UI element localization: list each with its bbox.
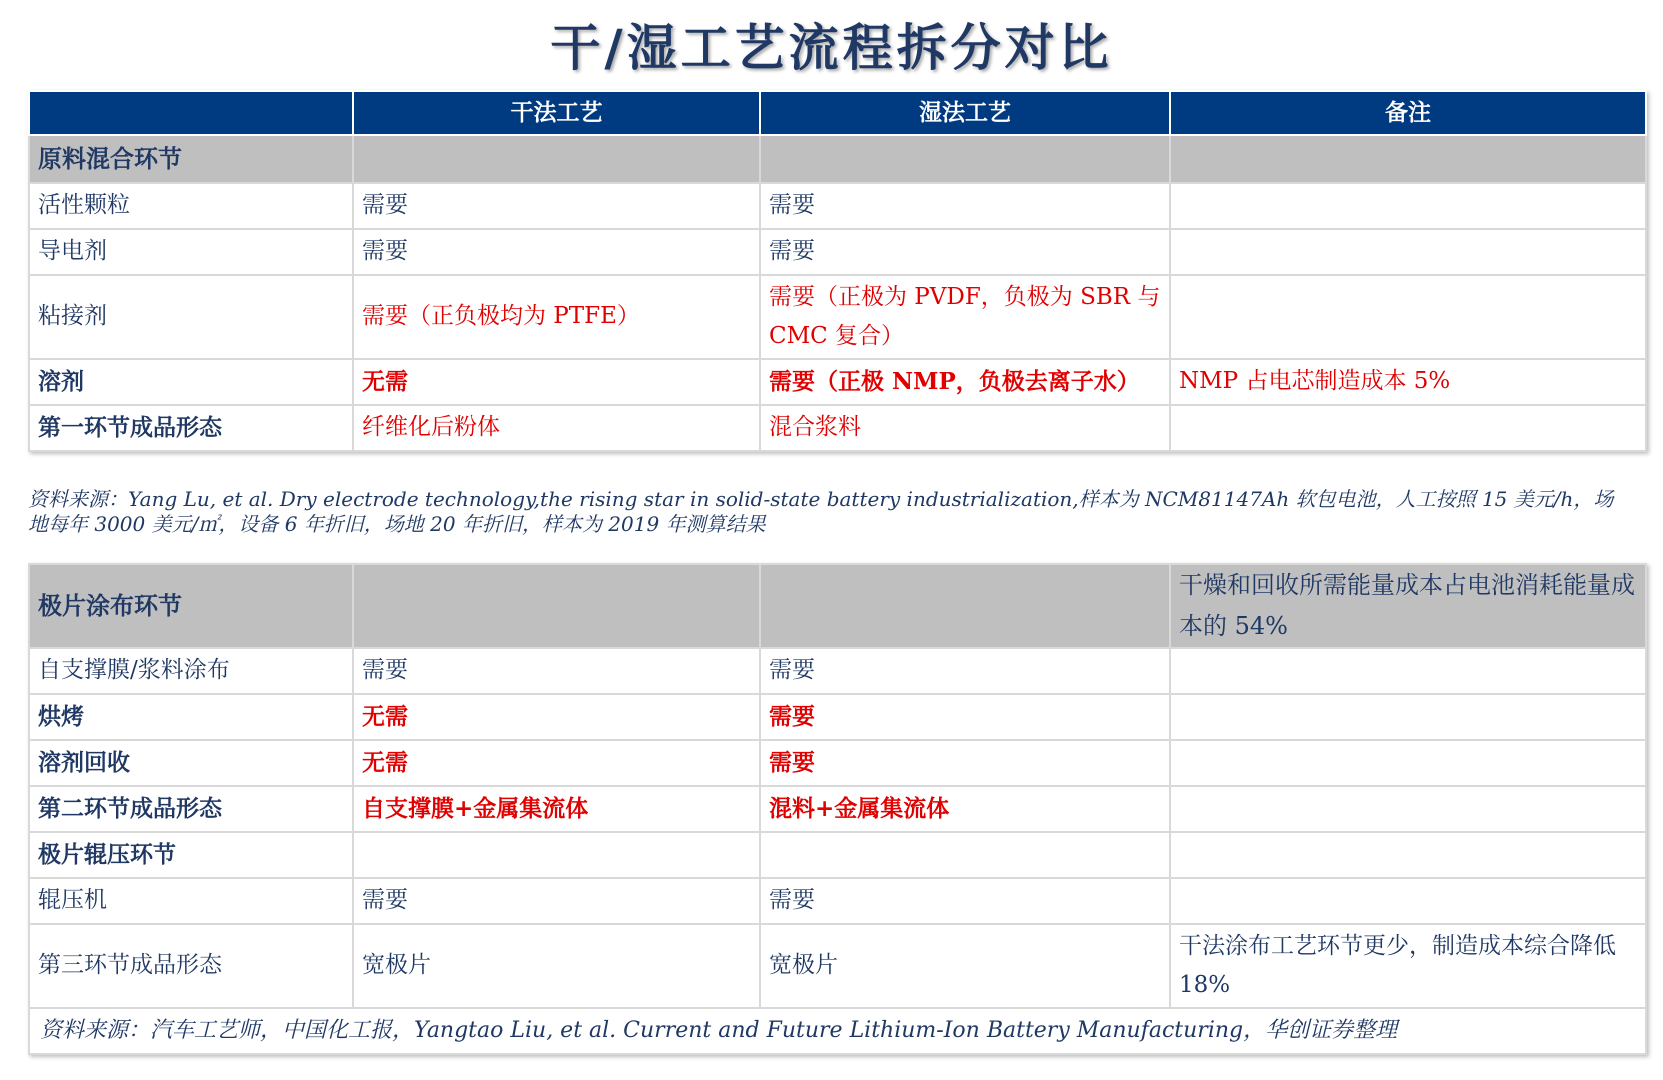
dry-cell: 需要: [353, 229, 760, 275]
dry-cell: [353, 832, 760, 878]
header-row: [29, 91, 1646, 135]
row-label: 第三环节成品形态: [29, 924, 353, 1008]
row-label: 极片辊压环节: [29, 832, 353, 878]
row-label: 烘烤: [29, 694, 353, 740]
wet-cell: 混合浆料: [760, 405, 1170, 451]
wet-cell: 需要（正极 NMP，负极去离子水）: [760, 359, 1170, 405]
note-cell: 干法涂布工艺环节更少，制造成本综合降低 18%: [1170, 924, 1646, 1008]
dry-cell: 无需: [353, 740, 760, 786]
note-cell: [1170, 648, 1646, 694]
table-row: [29, 405, 1646, 451]
wet-cell: [760, 832, 1170, 878]
table-row: [29, 786, 1646, 832]
wet-cell: 需要: [760, 229, 1170, 275]
wet-cell: 需要（正极为 PVDF，负极为 SBR 与 CMC 复合）: [760, 275, 1170, 359]
note-cell: [1170, 786, 1646, 832]
dry-cell: 纤维化后粉体: [353, 405, 760, 451]
section-note: 干燥和回收所需能量成本占电池消耗能量成本的 54%: [1170, 564, 1646, 648]
note-cell: [1170, 405, 1646, 451]
header-corner: [29, 91, 353, 135]
source-note: 资料来源：汽车工艺师，中国化工报，Yangtao Liu, et al. Current and Future Lithium-Ion Battery Manufacturing，华创证券整理: [29, 1008, 1646, 1054]
table-row: [29, 878, 1646, 924]
section-empty-cell: [760, 135, 1170, 183]
wet-cell: 需要: [760, 694, 1170, 740]
note-cell: [1170, 275, 1646, 359]
dry-cell: 需要: [353, 878, 760, 924]
table-row: [29, 694, 1646, 740]
raw-material-mixing-table: [28, 90, 1647, 452]
note-cell: [1170, 878, 1646, 924]
dry-cell: 自支撑膜+金属集流体: [353, 786, 760, 832]
section-label: 极片涂布环节: [29, 564, 353, 648]
wet-cell: 需要: [760, 648, 1170, 694]
row-label: 活性颗粒: [29, 183, 353, 229]
table-row: [29, 183, 1646, 229]
dry-cell: 宽极片: [353, 924, 760, 1008]
note-cell: [1170, 694, 1646, 740]
row-label: 导电剂: [29, 229, 353, 275]
section-empty-cell: [760, 564, 1170, 648]
header-wet-process: 湿法工艺: [760, 91, 1170, 135]
wet-cell: 需要: [760, 878, 1170, 924]
wet-cell: 宽极片: [760, 924, 1170, 1008]
note-cell: [1170, 183, 1646, 229]
table-row: [29, 832, 1646, 878]
row-label: 粘接剂: [29, 275, 353, 359]
table-row: [29, 275, 1646, 359]
note-cell: [1170, 832, 1646, 878]
table-row: [29, 229, 1646, 275]
note-cell: [1170, 229, 1646, 275]
row-label: 第一环节成品形态: [29, 405, 353, 451]
row-label: 溶剂回收: [29, 740, 353, 786]
table-row: [29, 740, 1646, 786]
page-title: 干/湿工艺流程拆分对比: [550, 18, 1113, 77]
section-row: [29, 135, 1646, 183]
note-cell: NMP 占电芯制造成本 5%: [1170, 359, 1646, 405]
table-row: [29, 359, 1646, 405]
wet-cell: 需要: [760, 740, 1170, 786]
row-label: 自支撑膜/浆料涂布: [29, 648, 353, 694]
dry-cell: 需要（正负极均为 PTFE）: [353, 275, 760, 359]
table-row: [29, 648, 1646, 694]
section-empty-cell: [353, 135, 760, 183]
row-label: 溶剂: [29, 359, 353, 405]
electrode-coating-table: [28, 563, 1647, 1055]
note-cell: [1170, 740, 1646, 786]
source-note: 资料来源：Yang Lu, et al. Dry electrode technology,the rising star in solid-state battery industrialization,样本为 NCM81147Ah 软包电池，人工按照 15 美元/h，场地每年 3000 美元/㎡，设备 6 年折旧，场地 20 年折旧，样本为 2019 年测算结果: [28, 487, 1614, 536]
dry-cell: 需要: [353, 648, 760, 694]
row-label: 第二环节成品形态: [29, 786, 353, 832]
section-label: 原料混合环节: [29, 135, 353, 183]
row-label: 辊压机: [29, 878, 353, 924]
wet-cell: 需要: [760, 183, 1170, 229]
header-dry-process: 干法工艺: [353, 91, 760, 135]
section-empty-cell: [1170, 135, 1646, 183]
source-row: [29, 1008, 1646, 1054]
dry-cell: 无需: [353, 359, 760, 405]
wet-cell: 混料+金属集流体: [760, 786, 1170, 832]
dry-cell: 需要: [353, 183, 760, 229]
header-notes: 备注: [1170, 91, 1646, 135]
table-row: [29, 924, 1646, 1008]
section-empty-cell: [353, 564, 760, 648]
dry-cell: 无需: [353, 694, 760, 740]
section-row: [29, 564, 1646, 648]
